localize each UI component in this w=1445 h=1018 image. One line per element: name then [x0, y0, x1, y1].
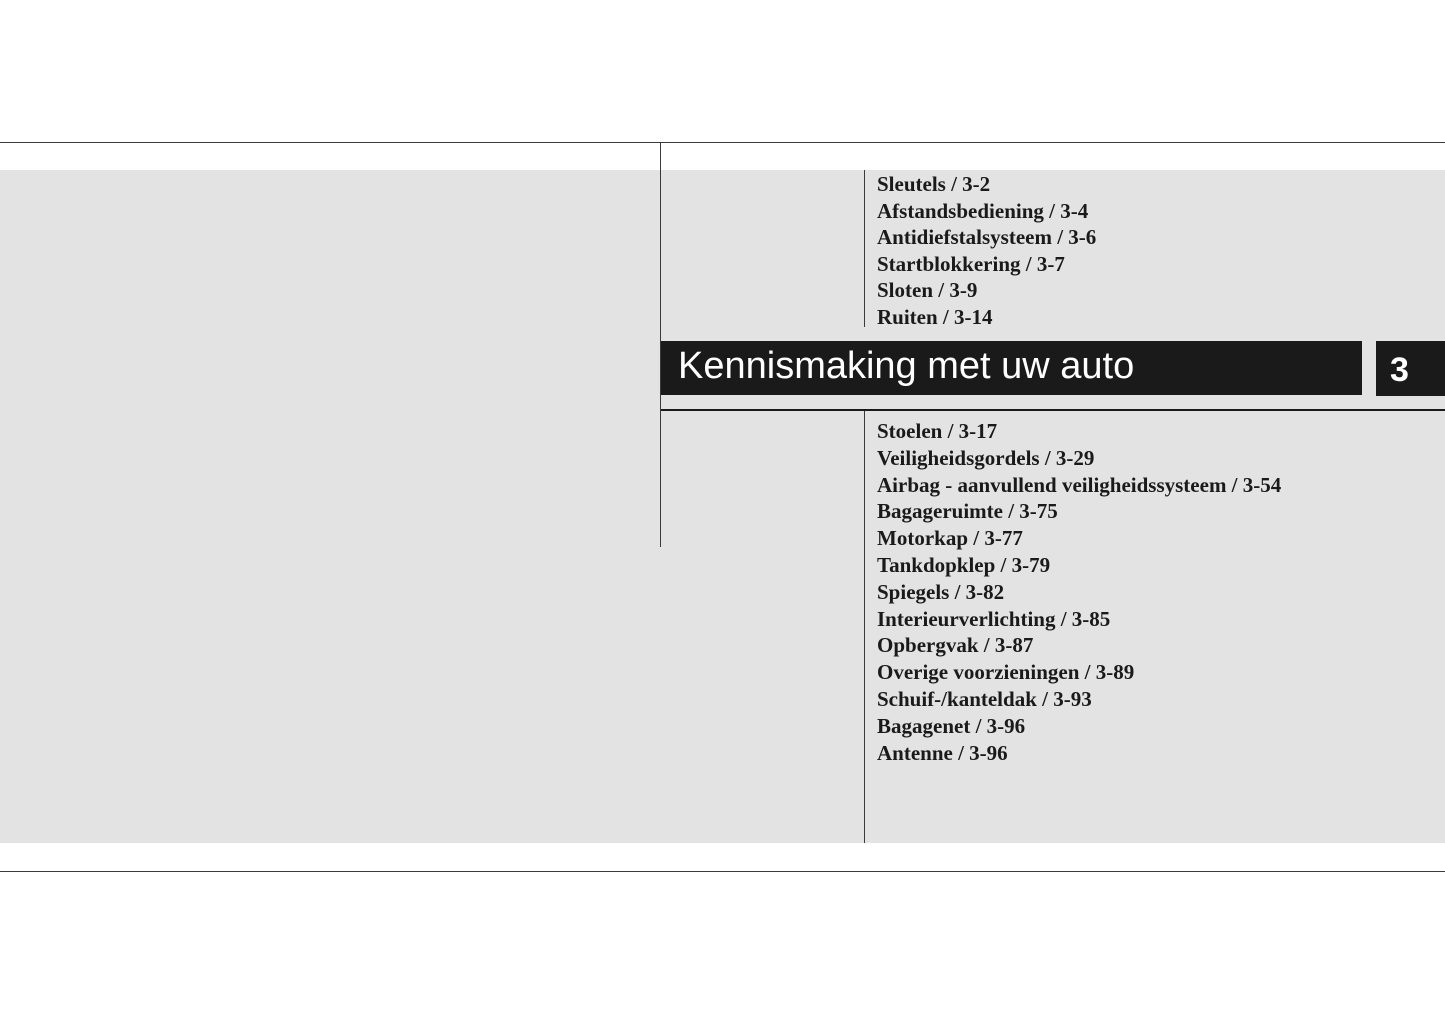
toc-item[interactable]: Bagageruimte / 3-75 [877, 499, 1058, 524]
toc-top-divider [864, 170, 865, 327]
toc-item[interactable]: Schuif-/kanteldak / 3-93 [877, 686, 1092, 711]
toc-item[interactable]: Spiegels / 3-82 [877, 579, 1005, 604]
toc-item[interactable]: Ruiten / 3-14 [877, 304, 993, 329]
chapter-underline [661, 409, 1445, 411]
toc-item[interactable]: Afstandsbediening / 3-4 [877, 198, 1089, 223]
toc-item[interactable]: Antenne / 3-96 [877, 740, 1008, 765]
toc-item[interactable]: Airbag - aanvullend veiligheidssysteem / 3-54 [877, 472, 1282, 497]
chapter-title: Kennismaking met uw auto [678, 345, 1135, 387]
toc-item[interactable]: Bagagenet / 3-96 [877, 713, 1026, 738]
chapter-number-tab: 3 [1376, 341, 1445, 396]
toc-item[interactable]: Veiligheidsgordels / 3-29 [877, 445, 1095, 470]
toc-item[interactable]: Antidiefstalsysteem / 3-6 [877, 225, 1097, 250]
toc-list-bottom [877, 418, 1281, 766]
toc-bottom-divider [864, 410, 865, 843]
toc-item[interactable]: Overige voorzieningen / 3-89 [877, 660, 1135, 685]
toc-item[interactable]: Motorkap / 3-77 [877, 526, 1023, 551]
toc-item[interactable]: Stoelen / 3-17 [877, 419, 998, 443]
top-rule [0, 142, 1445, 143]
toc-item[interactable]: Opbergvak / 3-87 [877, 633, 1034, 658]
toc-item[interactable]: Sloten / 3-9 [877, 278, 978, 303]
toc-item[interactable]: Startblokkering / 3-7 [877, 251, 1065, 276]
toc-item[interactable]: Sleutels / 3-2 [877, 172, 991, 196]
toc-item[interactable]: Tankdopklep / 3-79 [877, 552, 1051, 577]
toc-list-top [877, 171, 1096, 331]
bottom-rule [0, 871, 1445, 872]
toc-item[interactable]: Interieurverlichting / 3-85 [877, 606, 1111, 631]
